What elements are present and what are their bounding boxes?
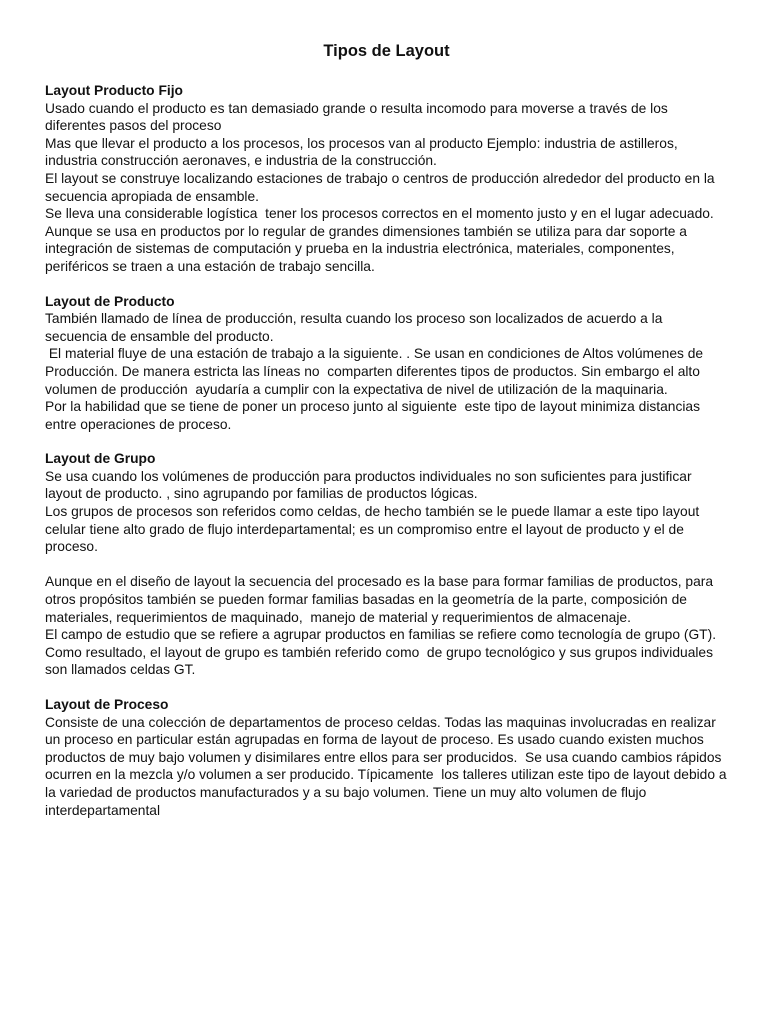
section-layout-de-grupo: [45, 450, 728, 679]
document-title: Tipos de Layout: [323, 42, 450, 60]
paragraph: El layout se construye localizando estaciones de trabajo o centros de producción alrededor del producto en la secuencia apropiada de ensamble.: [45, 170, 719, 204]
paragraph: Usado cuando el producto es tan demasiado grande o resulta incomodo para moverse a través de los diferentes pasos del proceso: [45, 100, 672, 134]
section-heading: Layout de Grupo: [45, 451, 156, 467]
paragraph: Los grupos de procesos son referidos como celdas, de hecho también se le puede llamar a este tipo layout celular tiene alto grado de flujo interdepartamental; es un compromiso entre el layout de producto y el de proceso.: [45, 504, 704, 555]
paragraph: El campo de estudio que se refiere a agrupar productos en familias se refiere como tecnología de grupo (GT). Como resultado, el layout de grupo es también referido como de grupo tecnológico y sus grupos individuales son llamados celdas GT.: [45, 627, 720, 678]
section-heading: Layout Producto Fijo: [45, 83, 183, 98]
section-heading: Layout de Producto: [45, 293, 175, 309]
section-layout-de-proceso: [45, 696, 731, 819]
paragraph: También llamado de línea de producción, resulta cuando los proceso son localizados de acuerdo a la secuencia de ensamble del producto.: [45, 311, 667, 344]
paragraph: Se usa cuando los volúmenes de producción para productos individuales no son suficientes para justificar layout de producto. , sino agrupando por familias de productos lógicas.: [45, 468, 696, 502]
section-layout-de-producto: [45, 293, 728, 434]
paragraph: Aunque en el diseño de layout la secuencia del procesado es la base para formar familias de productos, para otros propósitos también se pueden formar familias basadas en la geometría de la parte, composición de materiales, requerimientos de maquinado, manejo de material y requerimientos de almacenaje.: [45, 574, 717, 625]
paragraph: Se lleva una considerable logística tener los procesos correctos en el momento justo y en el lugar adecuado. Aunque se usa en productos por lo regular de grandes dimensiones también se utiliza para dar soporte a integración de sistemas de computación y prueba en la industria electrónica, materiales, componentes, periféricos se traen a una estación de trabajo sencilla.: [45, 206, 717, 274]
section-layout-producto-fijo: [45, 82, 728, 276]
paragraph: El material fluye de una estación de trabajo a la siguiente. . Se usan en condiciones de Altos volúmenes de Producción. De manera estricta las líneas no comparten diferentes tipos de productos. Sin embargo el alto volumen de producción ayudaría a cumplir con la expectativa de nivel de utilización de la maquinaria.: [45, 346, 707, 397]
paragraph: Por la habilidad que se tiene de poner un proceso junto al siguiente este tipo de layout minimiza distancias entre operaciones de proceso.: [45, 399, 704, 432]
paragraph: Mas que llevar el producto a los procesos, los procesos van al producto Ejemplo: industria de astilleros, industria construcción aeronaves, e industria de la construcción.: [45, 135, 682, 169]
paragraph: Consiste de una colección de departamentos de proceso celdas. Todas las maquinas involucradas en realizar un proceso en particular están agrupadas en forma de layout de proceso. Es usado cuando existen muchos productos de muy bajo volumen y disimilares entre ellos para ser producidos. Se usa cuando cambios rápidos ocurren en la mezcla y/o volumen a ser producido. Típicamente los talleres utilizan este tipo de layout debido a la variedad de productos manufacturados y a su bajo volumen. Tiene un muy alto volumen de flujo interdepartamental: [45, 714, 731, 818]
section-heading: Layout de Proceso: [45, 697, 169, 712]
